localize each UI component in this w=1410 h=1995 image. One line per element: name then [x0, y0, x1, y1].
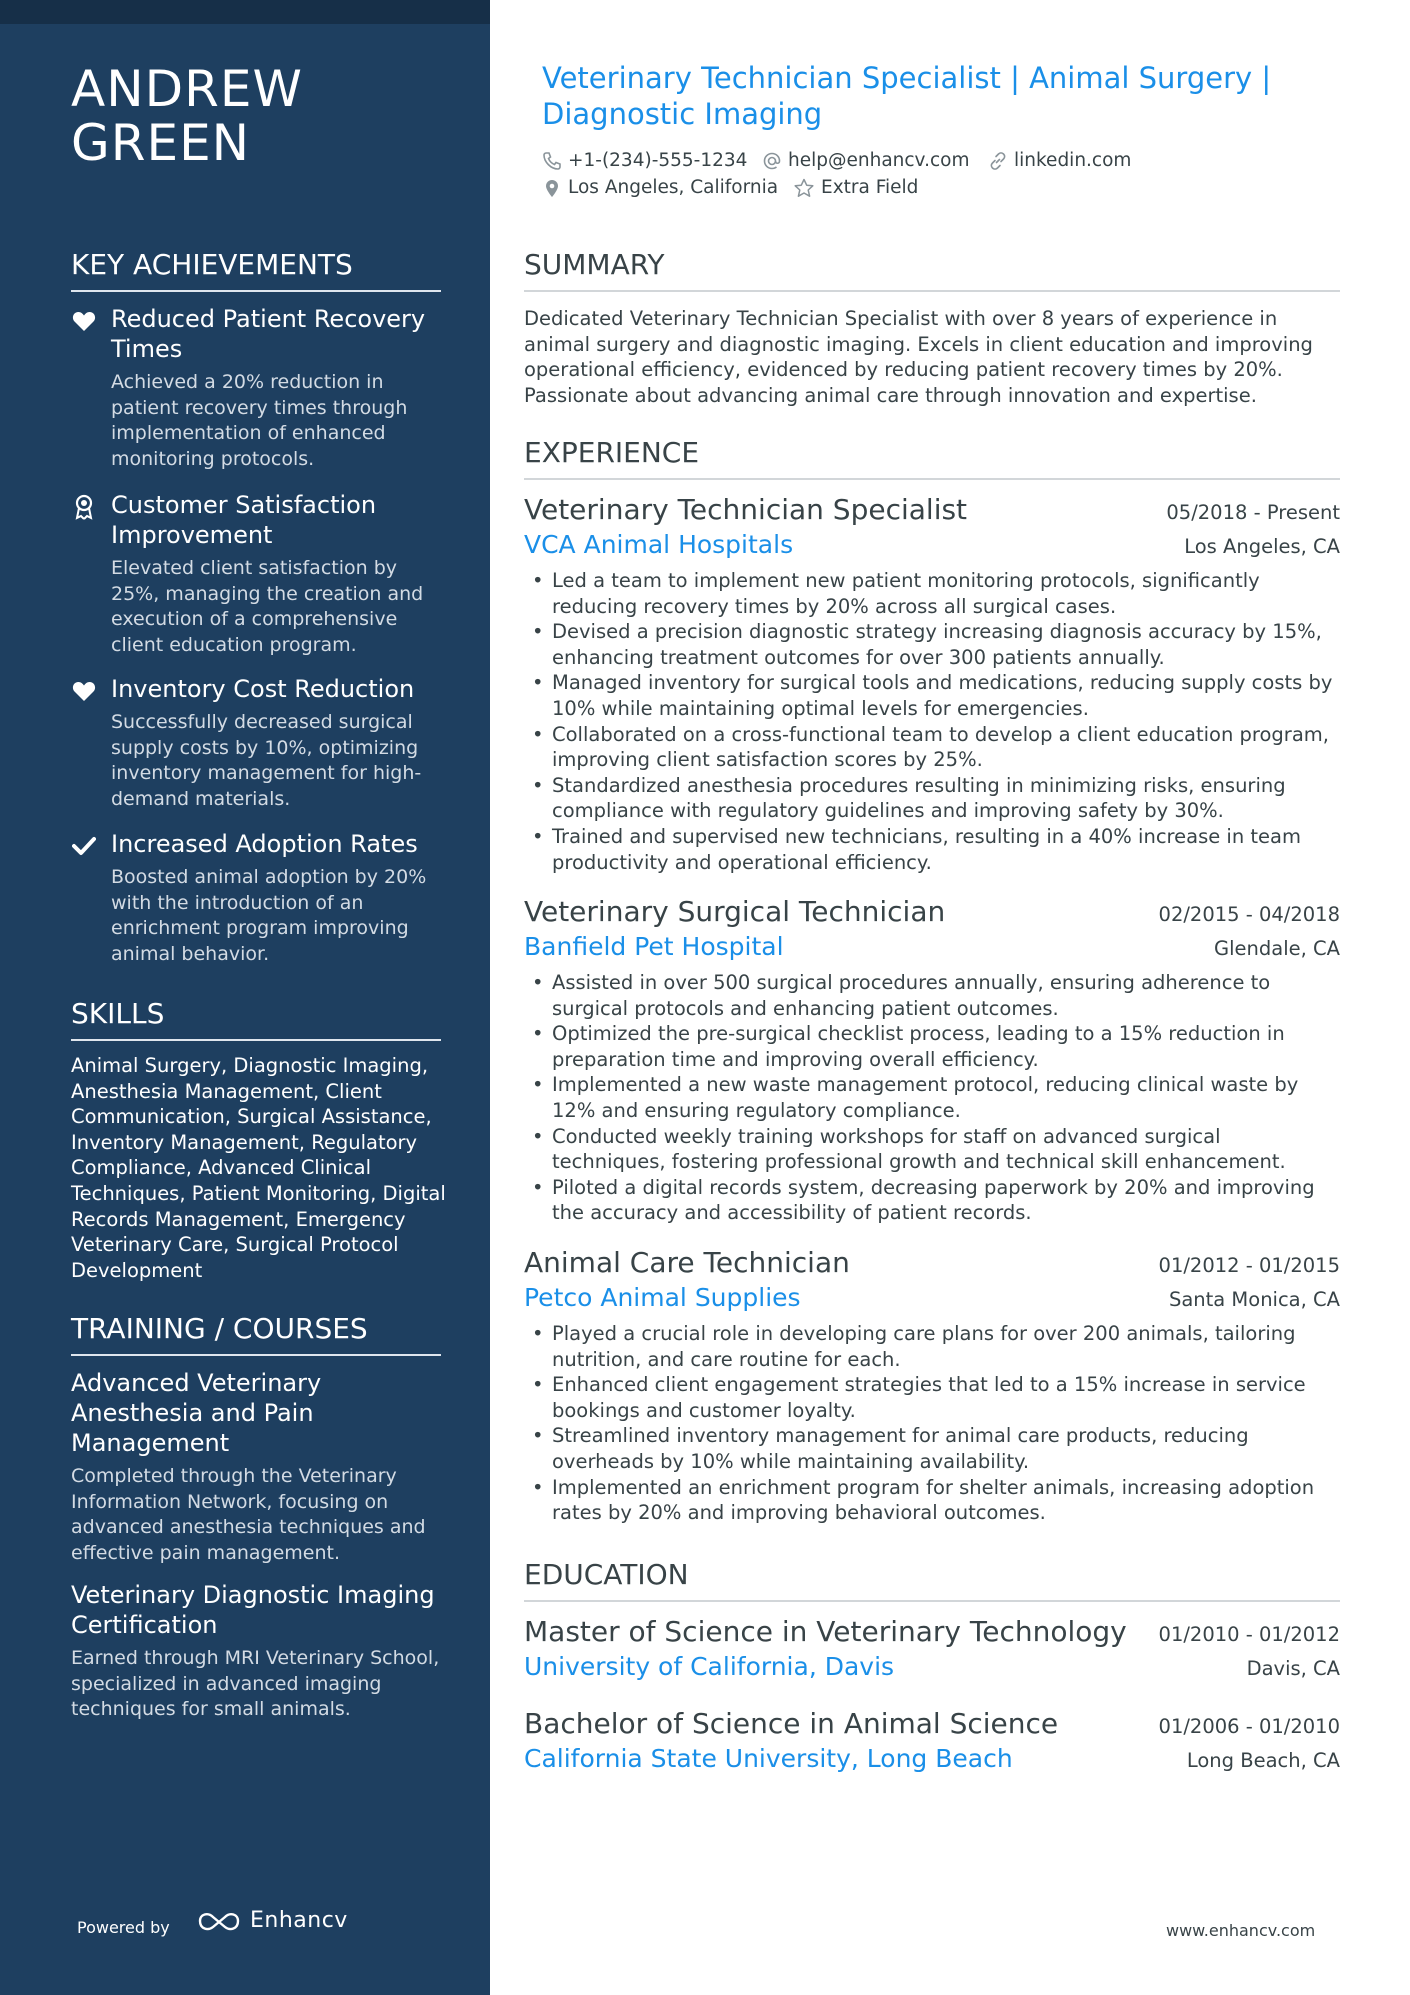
job-location: Glendale, CA — [1214, 937, 1340, 960]
achievement-item — [71, 829, 446, 967]
enhancv-logo[interactable] — [196, 1908, 348, 1933]
job-location: Los Angeles, CA — [1184, 535, 1340, 558]
linkedin-text: linkedin.com — [1014, 150, 1132, 171]
location-text: Los Angeles, California — [568, 177, 779, 198]
contact-linkedin[interactable] — [988, 150, 1131, 171]
course-title: Veterinary Diagnostic Imaging Certification — [71, 1581, 435, 1639]
at-icon — [762, 151, 782, 171]
email-text: help@enhancv.com — [788, 150, 970, 171]
name-first: ANDREW — [71, 60, 303, 118]
course-desc: Completed through the Veterinary Information Network, focusing on advanced anesthesia techniques and effective pain management. — [71, 1465, 426, 1564]
achievement-item — [71, 490, 446, 658]
job-role: Veterinary Surgical Technician — [524, 895, 946, 928]
candidate-name — [71, 62, 303, 170]
phone-icon — [542, 151, 562, 171]
achievements-heading: KEY ACHIEVEMENTS — [71, 248, 441, 292]
job-location: Santa Monica, CA — [1168, 1288, 1340, 1311]
course-item — [71, 1580, 451, 1723]
infinity-logo-icon — [196, 1909, 242, 1933]
contact-location — [542, 177, 778, 198]
achievement-desc: Boosted animal adoption by 20% with the introduction of an enrichment program improving animal behavior. — [111, 866, 427, 965]
award-icon — [71, 494, 97, 520]
education-location: Davis, CA — [1246, 1657, 1340, 1680]
job-entry — [524, 894, 1340, 1226]
course-item — [71, 1368, 451, 1566]
bullet-item: • Piloted a digital records system, decreasing paperwork by 20% and improving the accuracy and accessibility of patient records. — [524, 1175, 1340, 1226]
extra-text: Extra Field — [821, 177, 919, 198]
skills-heading: SKILLS — [71, 997, 441, 1041]
job-entry — [524, 492, 1340, 875]
bullet-item: • Standardized anesthesia procedures resulting in minimizing risks, ensuring compliance with regulatory guidelines and improving safety by 30%. — [524, 773, 1340, 824]
degree-title: Master of Science in Veterinary Technology — [524, 1615, 1127, 1648]
contact-extra — [793, 177, 918, 198]
bullet-item: • Enhanced client engagement strategies that led to a 15% increase in service bookings and customer loyalty. — [524, 1372, 1340, 1423]
achievement-desc: Successfully decreased surgical supply costs by 10%, optimizing inventory management for high-demand materials. — [111, 711, 422, 810]
bullet-item: • Assisted in over 500 surgical procedures annually, ensuring adherence to surgical protocols and enhancing patient outcomes. — [524, 970, 1340, 1021]
powered-by-label: Powered by — [77, 1918, 170, 1937]
location-pin-icon — [542, 178, 562, 198]
summary-text: Dedicated Veterinary Technician Specialist with over 8 years of experience in animal surgery and diagnostic imaging. Excels in client education and improving operational efficiency, evidenced by reducing patient recovery times by 20%. Passionate about advancing animal care through innovation and expertise. — [524, 307, 1313, 407]
education-entry — [524, 1706, 1340, 1776]
link-icon — [988, 151, 1008, 171]
brand-name: Enhancv — [250, 1908, 348, 1933]
achievement-title: Customer Satisfaction Improvement — [111, 491, 377, 549]
education-entry — [524, 1614, 1340, 1684]
bullet-item: • Devised a precision diagnostic strategy increasing diagnosis accuracy by 15%, enhancing treatment outcomes for over 300 patients annually. — [524, 619, 1340, 670]
job-bullets — [524, 1321, 1340, 1526]
achievement-desc: Achieved a 20% reduction in patient recovery times through implementation of enhanced monitoring protocols. — [111, 371, 408, 470]
education-location: Long Beach, CA — [1186, 1749, 1340, 1772]
education-heading: EDUCATION — [524, 1558, 1340, 1602]
achievement-title: Inventory Cost Reduction — [111, 675, 415, 703]
degree-title: Bachelor of Science in Animal Science — [524, 1707, 1059, 1740]
achievement-title: Increased Adoption Rates — [111, 830, 418, 858]
bullet-item: • Implemented a new waste management protocol, reducing clinical waste by 12% and ensuring regulatory compliance. — [524, 1072, 1340, 1123]
school-name[interactable]: California State University, Long Beach — [524, 1744, 1013, 1773]
name-last: GREEN — [71, 114, 251, 172]
job-company[interactable]: VCA Animal Hospitals — [524, 530, 794, 559]
job-date: 01/2012 - 01/2015 — [1158, 1254, 1340, 1277]
job-role: Veterinary Technician Specialist — [524, 493, 968, 526]
contact-email[interactable] — [762, 150, 969, 171]
bullet-item: • Managed inventory for surgical tools and medications, reducing supply costs by 10% while maintaining optimal levels for emergencies. — [524, 670, 1340, 721]
sidebar — [0, 0, 490, 1995]
achievement-desc: Elevated client satisfaction by 25%, managing the creation and execution of a comprehensive client education program. — [111, 557, 424, 656]
job-bullets — [524, 970, 1340, 1226]
bullet-item: • Played a crucial role in developing care plans for over 200 animals, tailoring nutrition, and care routine for each. — [524, 1321, 1340, 1372]
course-title: Advanced Veterinary Anesthesia and Pain Management — [71, 1369, 322, 1457]
education-date: 01/2010 - 01/2012 — [1158, 1623, 1340, 1646]
job-entry — [524, 1245, 1340, 1526]
skills-list: Animal Surgery, Diagnostic Imaging, Anesthesia Management, Client Communication, Surgical Assistance, Inventory Management, Regulatory Compliance, Advanced Clinical Techniques, Patient Monitoring, Digital Records Management, Emergency Veterinary Care, Surgical Protocol Development — [71, 1054, 446, 1282]
phone-text: +1-(234)-555-1234 — [568, 150, 748, 171]
bullet-item: • Conducted weekly training workshops for staff on advanced surgical techniques, fostering professional growth and technical skill enhancement. — [524, 1124, 1340, 1175]
job-date: 05/2018 - Present — [1166, 501, 1340, 524]
achievement-item — [71, 674, 446, 812]
bullet-item: • Led a team to implement new patient monitoring protocols, significantly reducing recovery times by 20% across all surgical cases. — [524, 568, 1340, 619]
sidebar-top-strip — [0, 0, 490, 24]
checkmark-icon — [71, 833, 97, 859]
job-role: Animal Care Technician — [524, 1246, 850, 1279]
school-name[interactable]: University of California, Davis — [524, 1652, 895, 1681]
contact-phone[interactable] — [542, 150, 747, 171]
star-icon — [793, 178, 815, 198]
experience-heading: EXPERIENCE — [524, 436, 1340, 480]
heart-icon — [71, 308, 97, 334]
training-heading: TRAINING / COURSES — [71, 1312, 441, 1356]
achievement-item — [71, 304, 446, 472]
bullet-item: • Optimized the pre-surgical checklist process, leading to a 15% reduction in preparation time and improving overall efficiency. — [524, 1021, 1340, 1072]
bullet-item: • Collaborated on a cross-functional team to develop a client education program, improving client satisfaction scores by 25%. — [524, 722, 1340, 773]
bullet-item: • Streamlined inventory management for animal care products, reducing overheads by 10% while maintaining availability. — [524, 1423, 1340, 1474]
course-desc: Earned through MRI Veterinary School, specialized in advanced imaging techniques for small animals. — [71, 1647, 440, 1720]
job-date: 02/2015 - 04/2018 — [1158, 903, 1340, 926]
footer-url[interactable]: www.enhancv.com — [1166, 1921, 1316, 1940]
job-bullets — [524, 568, 1340, 875]
achievement-title: Reduced Patient Recovery Times — [111, 305, 426, 363]
education-date: 01/2006 - 01/2010 — [1158, 1715, 1340, 1738]
bullet-item: • Trained and supervised new technicians, resulting in a 40% increase in team productivity and operational efficiency. — [524, 824, 1340, 875]
bullet-item: • Implemented an enrichment program for shelter animals, increasing adoption rates by 20% and improving behavioral outcomes. — [524, 1475, 1340, 1526]
job-company[interactable]: Banfield Pet Hospital — [524, 932, 784, 961]
job-company[interactable]: Petco Animal Supplies — [524, 1283, 801, 1312]
headline: Veterinary Technician Specialist | Animal Surgery | Diagnostic Imaging — [542, 61, 1272, 131]
summary-heading: SUMMARY — [524, 248, 1340, 292]
heart-icon — [71, 678, 97, 704]
